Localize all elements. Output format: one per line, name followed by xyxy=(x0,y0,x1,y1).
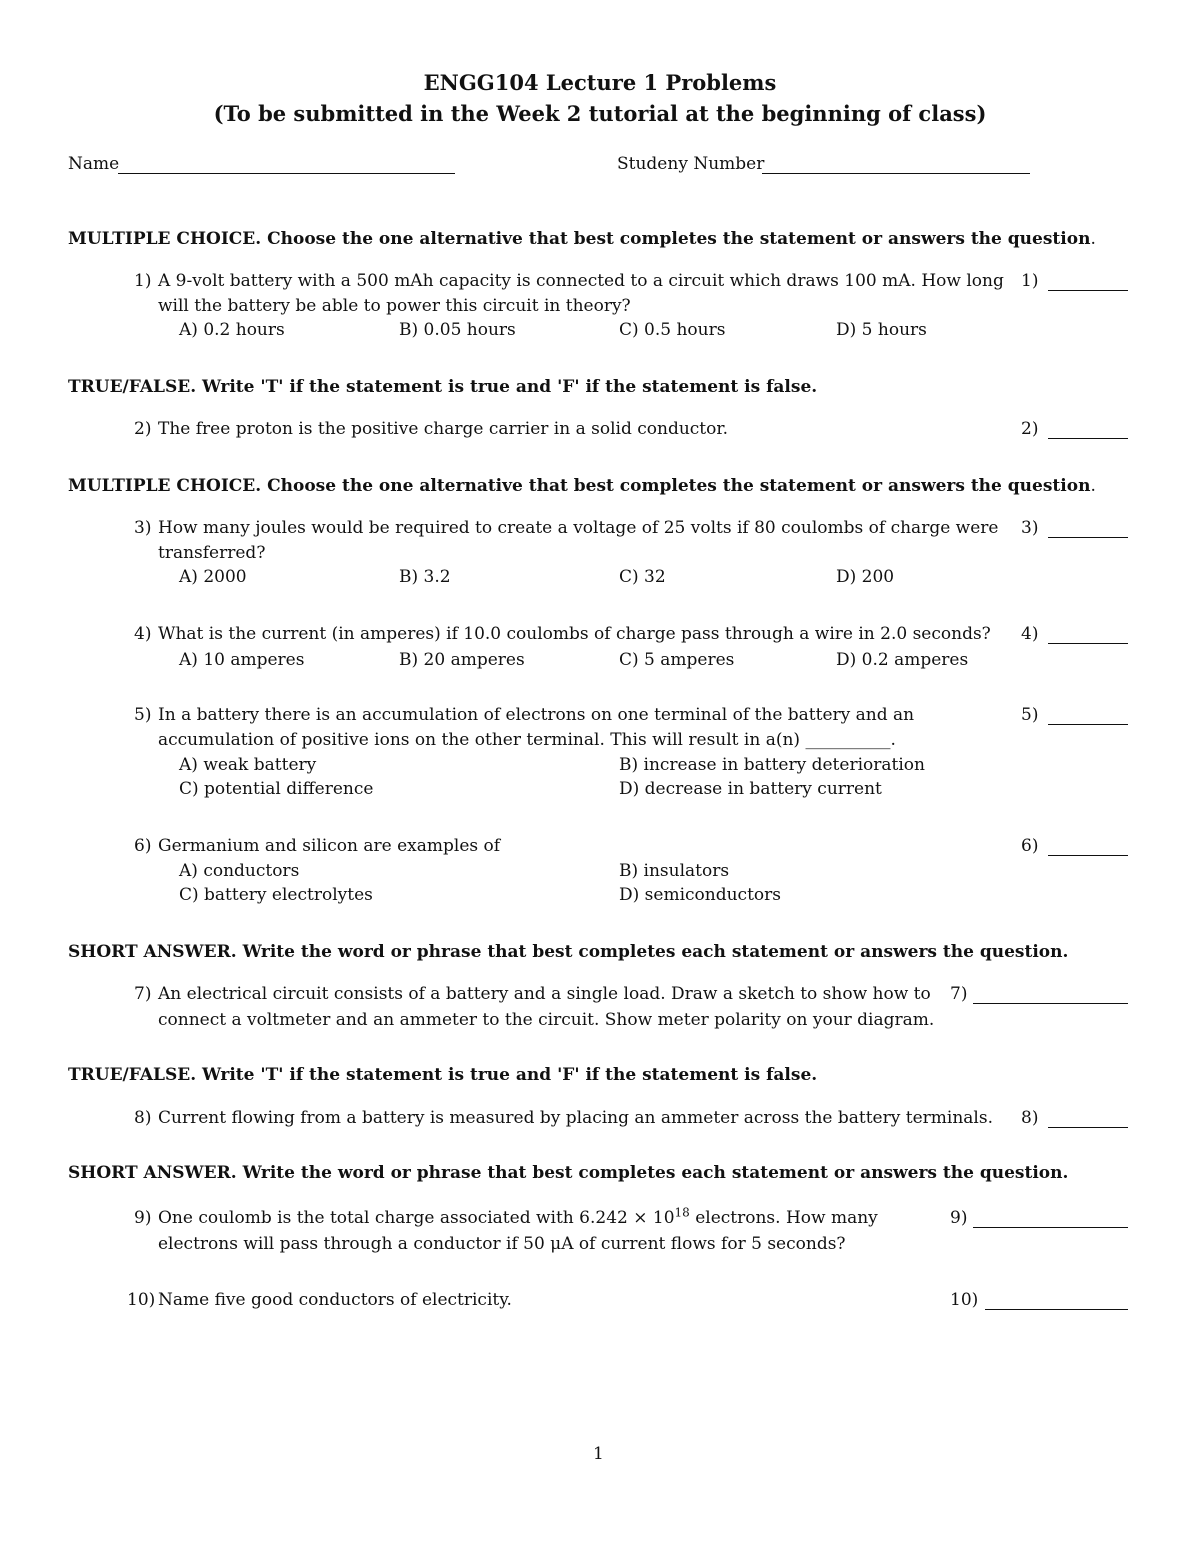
section-header-multiple-choice xyxy=(68,476,1096,496)
question-text: Current flowing from a battery is measured by placing an ammeter across the battery terminals. xyxy=(158,1108,993,1128)
question-number: 9) xyxy=(134,1208,152,1228)
answer-label: 4) xyxy=(1021,624,1039,644)
question-number: 8) xyxy=(134,1108,152,1128)
question-text: electrons will pass through a conductor if 50 μA of current flows for 5 seconds? xyxy=(158,1234,846,1254)
choice-b: B) increase in battery deterioration xyxy=(619,755,925,775)
section-header-text: MULTIPLE CHOICE. Choose the one alternative that best completes the statement or answers the question xyxy=(68,229,1091,249)
section-header-multiple-choice xyxy=(68,229,1096,249)
answer-blank[interactable] xyxy=(973,1227,1128,1228)
choice-b: B) 3.2 xyxy=(399,567,451,587)
choice-b: B) 0.05 hours xyxy=(399,320,516,340)
student-number-field[interactable] xyxy=(762,173,1030,174)
question-text-part: One coulomb is the total charge associated with 6.242 × 10 xyxy=(158,1208,675,1228)
answer-label: 2) xyxy=(1021,419,1039,439)
answer-label: 6) xyxy=(1021,836,1039,856)
question-number: 2) xyxy=(134,419,152,439)
choice-c: C) 5 amperes xyxy=(619,650,735,670)
question-text: transferred? xyxy=(158,543,266,563)
choice-d: D) 0.2 amperes xyxy=(836,650,969,670)
choice-d: D) 5 hours xyxy=(836,320,927,340)
answer-label: 7) xyxy=(950,984,968,1004)
student-number-label: Studeny Number xyxy=(617,154,765,174)
section-header-true-false: TRUE/FALSE. Write 'T' if the statement is true and 'F' if the statement is false. xyxy=(68,1065,818,1085)
answer-label: 10) xyxy=(950,1290,979,1310)
question-number: 5) xyxy=(134,705,152,725)
answer-blank[interactable] xyxy=(1048,855,1128,856)
choice-b: B) insulators xyxy=(619,861,730,881)
choice-c: C) 32 xyxy=(619,567,666,587)
choice-c: C) potential difference xyxy=(179,779,374,799)
answer-blank[interactable] xyxy=(1048,1127,1128,1128)
answer-blank[interactable] xyxy=(1048,290,1128,291)
answer-label: 5) xyxy=(1021,705,1039,725)
section-header-short-answer: SHORT ANSWER. Write the word or phrase that best completes each statement or answers the question. xyxy=(68,942,1069,962)
question-number: 7) xyxy=(134,984,152,1004)
question-number: 3) xyxy=(134,518,152,538)
answer-label: 1) xyxy=(1021,271,1039,291)
question-text xyxy=(158,1205,878,1228)
question-text: A 9-volt battery with a 500 mAh capacity is connected to a circuit which draws 100 mA. How long xyxy=(158,271,1004,291)
question-text: connect a voltmeter and an ammeter to the circuit. Show meter polarity on your diagram. xyxy=(158,1010,935,1030)
answer-label: 8) xyxy=(1021,1108,1039,1128)
section-header-end: . xyxy=(1090,476,1096,496)
choice-d: D) decrease in battery current xyxy=(619,779,882,799)
page-number: 1 xyxy=(593,1444,604,1464)
answer-blank[interactable] xyxy=(1048,537,1128,538)
answer-label: 3) xyxy=(1021,518,1039,538)
choice-c: C) 0.5 hours xyxy=(619,320,726,340)
choice-a: A) weak battery xyxy=(179,755,317,775)
question-text: An electrical circuit consists of a battery and a single load. Draw a sketch to show how to xyxy=(158,984,931,1004)
name-field[interactable] xyxy=(118,173,455,174)
choice-b: B) 20 amperes xyxy=(399,650,525,670)
section-header-short-answer: SHORT ANSWER. Write the word or phrase that best completes each statement or answers the question. xyxy=(68,1163,1069,1183)
choice-d: D) 200 xyxy=(836,567,895,587)
question-text: In a battery there is an accumulation of electrons on one terminal of the battery and an xyxy=(158,705,915,725)
question-number: 6) xyxy=(134,836,152,856)
answer-blank[interactable] xyxy=(985,1309,1128,1310)
question-number: 1) xyxy=(134,271,152,291)
question-text: Name five good conductors of electricity. xyxy=(158,1290,512,1310)
question-text: The free proton is the positive charge carrier in a solid conductor. xyxy=(158,419,729,439)
choice-a: A) conductors xyxy=(179,861,300,881)
question-text: will the battery be able to power this circuit in theory? xyxy=(158,296,631,316)
answer-label: 9) xyxy=(950,1208,968,1228)
choice-a: A) 0.2 hours xyxy=(179,320,285,340)
question-text: accumulation of positive ions on the other terminal. This will result in a(n) __________. xyxy=(158,730,896,750)
question-text: What is the current (in amperes) if 10.0 coulombs of charge pass through a wire in 2.0 seconds? xyxy=(158,624,991,644)
answer-blank[interactable] xyxy=(1048,724,1128,725)
section-header-text: MULTIPLE CHOICE. Choose the one alternative that best completes the statement or answers the question xyxy=(68,476,1091,496)
answer-blank[interactable] xyxy=(1048,438,1128,439)
name-label: Name xyxy=(68,154,120,174)
question-text-part: electrons. How many xyxy=(689,1208,878,1228)
answer-blank[interactable] xyxy=(973,1003,1128,1004)
choice-c: C) battery electrolytes xyxy=(179,885,373,905)
question-text: Germanium and silicon are examples of xyxy=(158,836,501,856)
choice-a: A) 2000 xyxy=(179,567,247,587)
exponent: 18 xyxy=(674,1205,690,1220)
page-title: ENGG104 Lecture 1 Problems xyxy=(423,70,777,95)
choice-d: D) semiconductors xyxy=(619,885,781,905)
answer-blank[interactable] xyxy=(1048,643,1128,644)
question-text: How many joules would be required to create a voltage of 25 volts if 80 coulombs of charge were xyxy=(158,518,999,538)
choice-a: A) 10 amperes xyxy=(179,650,305,670)
question-number: 10) xyxy=(127,1290,156,1310)
page-subtitle: (To be submitted in the Week 2 tutorial at the beginning of class) xyxy=(213,101,987,126)
question-number: 4) xyxy=(134,624,152,644)
section-header-end: . xyxy=(1090,229,1096,249)
section-header-true-false: TRUE/FALSE. Write 'T' if the statement is true and 'F' if the statement is false. xyxy=(68,377,818,397)
